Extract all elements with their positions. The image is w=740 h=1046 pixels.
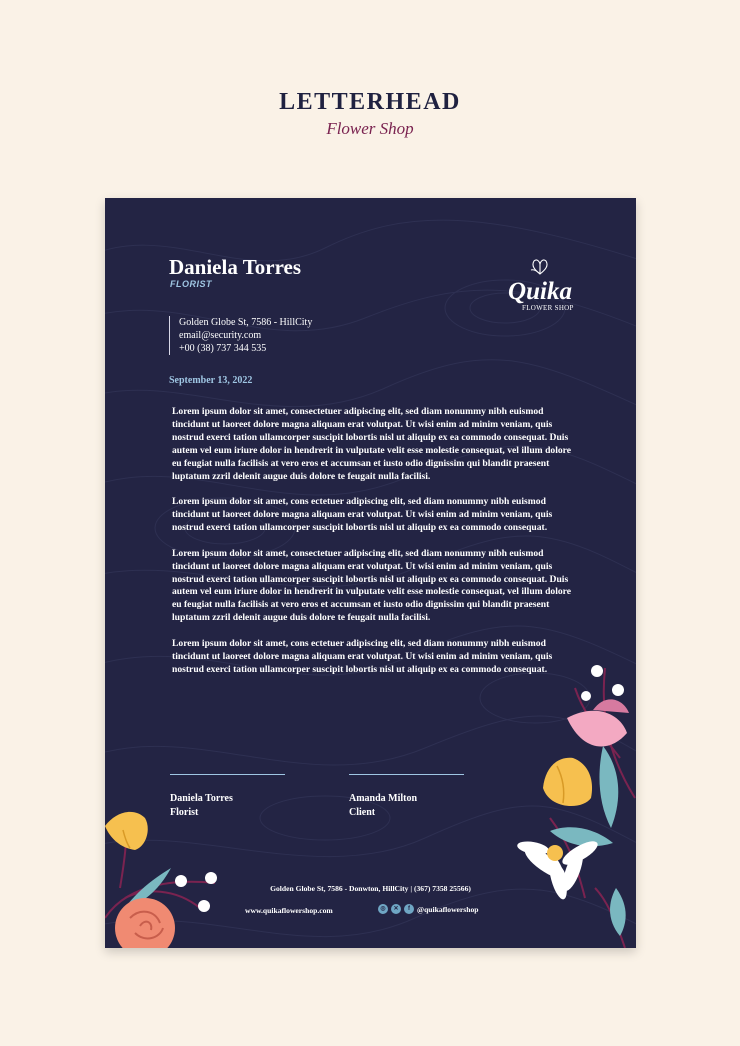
sender-phone: +00 (38) 737 344 535 [179, 343, 267, 354]
instagram-icon[interactable]: ◎ [378, 904, 388, 914]
body-paragraph: Lorem ipsum dolor sit amet, cons ectetuer adipiscing elit, sed diam nonummy nibh euismod tincidunt ut laoreet dolore magna aliquam erat volutpat. Ut wisi enim ad minim veniam, quis nostrud exerci tation ullamcorper suscipit lobortis nisl ut aliquip ex ea commodo consequat. [172, 637, 553, 675]
facebook-icon[interactable]: f [404, 904, 414, 914]
footer-address: Golden Globe St, 7586 - Donwton, HillCity | (367) 7358 25566) [270, 884, 471, 893]
social-handle: @quikaflowershop [417, 904, 479, 914]
letter-date: September 13, 2022 [169, 375, 253, 386]
signature-title: Florist [170, 807, 199, 818]
letterhead-sheet [105, 198, 636, 948]
footer-social [378, 904, 479, 914]
flower-cluster-right [516, 665, 635, 948]
footer-website[interactable]: www.quikaflowershop.com [245, 906, 333, 915]
floral-decoration [105, 198, 636, 948]
page-heading [0, 88, 740, 140]
page-title: LETTERHEAD [279, 89, 461, 115]
sender-role: FLORIST [170, 279, 212, 289]
logo-brand: Quika [508, 278, 572, 305]
signature-title: Client [349, 807, 376, 818]
x-icon[interactable]: ✕ [391, 904, 401, 914]
flower-cluster-left [105, 812, 217, 948]
logo-tagline: FLOWER SHOP [522, 304, 574, 312]
signature-name: Amanda Milton [349, 793, 418, 804]
body-paragraph: Lorem ipsum dolor sit amet, consectetuer adipiscing elit, sed diam nonummy nibh euismod tincidunt ut laoreet dolore magna aliquam erat volutpat. Ut wisi enim ad minim veniam, quis nostrud exerci tation ullamcorper suscipit lobortis nisl ut aliquip ex ea commodo consequat. Duis autem vel eum iriure dolor in hendrerit in vulputate velit esse molestie consequat, vel illum dolore eu feugiat nulla facilisis at vero eros et accumsan et iusto odio dignissim qui blandit praesent luptatum zzril delenit augue duis dolore te feugait nulla facilisi. [172, 547, 572, 624]
page-subtitle: Flower Shop [326, 119, 414, 138]
body-paragraph: Lorem ipsum dolor sit amet, consectetuer adipiscing elit, sed diam nonummy nibh euismod tincidunt ut laoreet dolore magna aliquam erat volutpat. Ut wisi enim ad minim veniam, quis nostrud exerci tation ullamcorper suscipit lobortis nisl ut aliquip ex ea commodo consequat. Duis autem vel eum iriure dolor in hendrerit in vulputate velit esse molestie consequat, vel illum dolore eu feugiat nulla facilisis at vero eros et accumsan et iusto odio dignissim qui blandit praesent luptatum zzril delenit augue duis dolore te feugait nulla facilisi. [172, 406, 572, 482]
sender-name: Daniela Torres [169, 255, 302, 279]
sender-address: Golden Globe St, 7586 - HillCity [179, 317, 313, 328]
signature-name: Daniela Torres [170, 793, 233, 804]
sender-email: email@security.com [179, 330, 262, 341]
body-paragraph: Lorem ipsum dolor sit amet, cons ectetuer adipiscing elit, sed diam nonummy nibh euismod tincidunt ut laoreet dolore magna aliquam erat volutpat. Ut wisi enim ad minim veniam, quis nostrud exerci tation ullamcorper suscipit lobortis nisl ut aliquip ex ea commodo consequat. [172, 496, 553, 534]
